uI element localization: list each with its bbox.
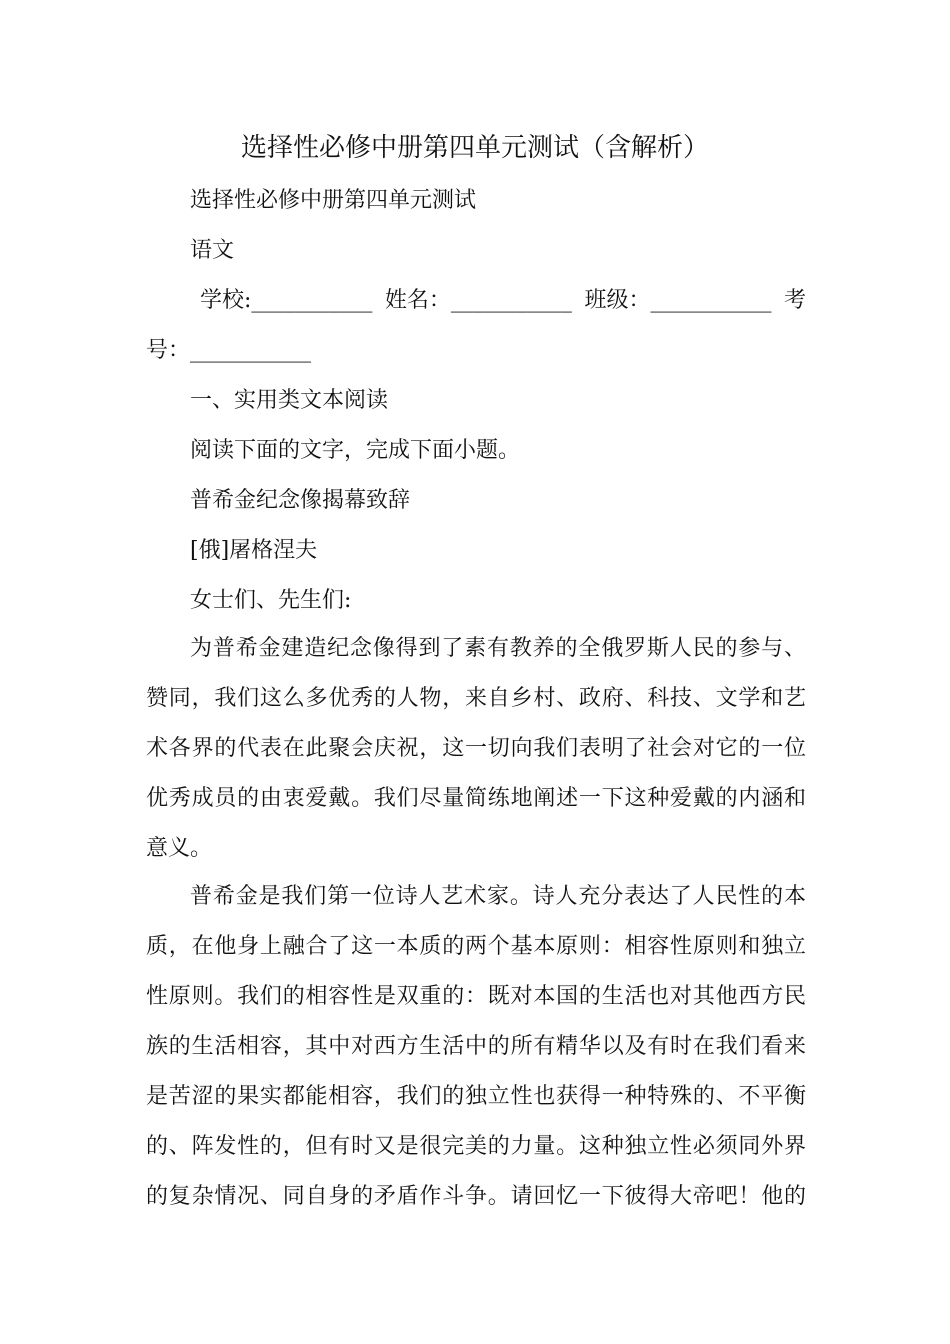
salutation: 女士们、先生们: [190,588,352,613]
section-heading: 一、实用类文本阅读 [190,388,389,413]
subtitle: 选择性必修中册第四单元测试 [190,188,477,213]
class-field: 班级：___________ [584,288,772,313]
name-field: 姓名：___________ [384,288,572,313]
paragraph-line: 优秀成员的由衷爱戴。我们尽量简练地阐述一下这种爱戴的内涵和 [146,786,806,811]
paragraph-line: 赞同，我们这么多优秀的人物，来自乡村、政府、科技、文学和艺 [146,686,806,711]
document-title: 选择性必修中册第四单元测试（含解析） [240,133,709,163]
article-title: 普希金纪念像揭幕致辞 [190,488,411,513]
paragraph-line: 质，在他身上融合了这一本质的两个基本原则：相容性原则和独立 [146,934,806,959]
paragraph-line: 为普希金建造纪念像得到了素有教养的全俄罗斯人民的参与、 [190,636,806,661]
paragraph-line: 的、阵发性的，但有时又是很完美的力量。这种独立性必须同外界 [146,1134,806,1159]
subject-label: 语文 [190,238,235,263]
paragraph-line: 术各界的代表在此聚会庆祝，这一切向我们表明了社会对它的一位 [146,736,806,761]
paragraph-line: 是苦涩的果实都能相容，我们的独立性也获得一种特殊的、不平衡 [146,1084,806,1109]
exam-number-label-start: 考 [783,288,806,313]
paragraph-line: 性原则。我们的相容性是双重的：既对本国的生活也对其他西方民 [146,984,806,1009]
student-info-row [200,286,806,316]
paragraph-line: 意义。 [146,836,213,861]
exam-number-field: 号：___________ [146,338,312,363]
school-field: 学校:___________ [200,288,373,313]
article-author: [俄]屠格涅夫 [190,538,318,563]
paragraph-line: 的复杂情况、同自身的矛盾作斗争。请回忆一下彼得大帝吧！他的 [146,1184,806,1209]
paragraph-line: 普希金是我们第一位诗人艺术家。诗人充分表达了人民性的本 [190,884,806,909]
instruction-text: 阅读下面的文字，完成下面小题。 [190,438,521,463]
paragraph-line: 族的生活相容，其中对西方生活中的所有精华以及有时在我们看来 [146,1034,806,1059]
